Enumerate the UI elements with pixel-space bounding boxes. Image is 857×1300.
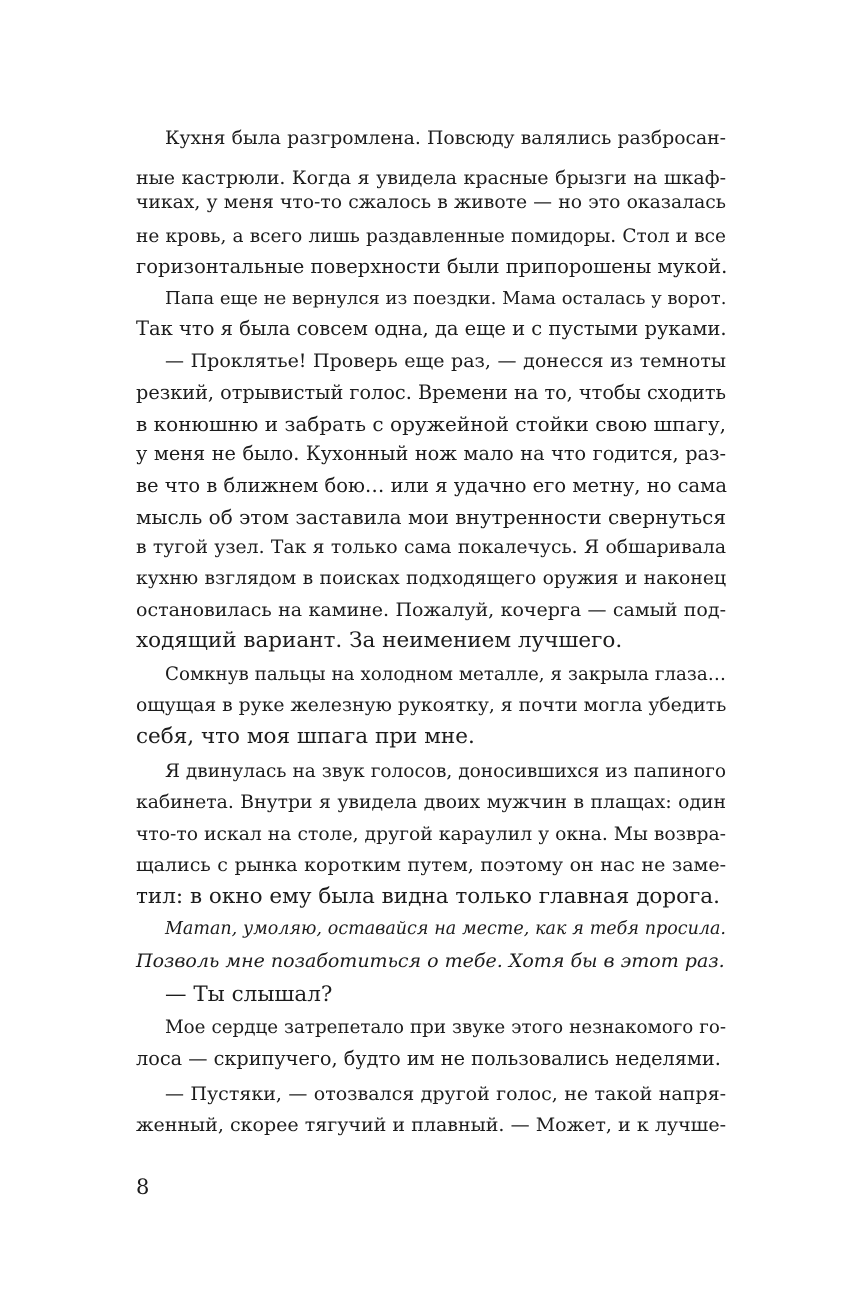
text-line: Мое сердце затрепетало при звуке этого незнакомого го- (165, 1017, 726, 1038)
text-line: Кухня была разгромлена. Повсюду валялись разброcан- (165, 128, 726, 149)
text-line: ходящий вариант. За неимением лучшего. (136, 628, 623, 653)
text-line: у меня не было. Кухонный нож мало на что годится, раз- (136, 442, 726, 465)
text-line: — Проклятье! Проверь еще раз, — донесся из темноты (165, 350, 726, 372)
text-line: себя, что моя шпага при мне. (136, 724, 475, 749)
text-line: Сомкнув пальцы на холодном металле, я закрыла глаза… (165, 664, 726, 685)
text-line: в тугой узел. Так я только сама покалечусь. Я обшаривала (136, 537, 726, 558)
text-line: кабинета. Внутри я увидела двоих мужчин в плащах: один (136, 792, 726, 813)
text-line: в конюшню и забрать с оружейной стойки свою шпагу, (136, 412, 726, 436)
text-line: ощущая в руке железную рукоятку, я почти могла убедить (136, 695, 727, 716)
text-line: не кровь, а всего лишь раздавленные помидоры. Стол и все (136, 226, 726, 247)
italic-text-line: Позволь мне позаботиться о тебе. Хотя бы в этот раз. (136, 950, 725, 972)
text-line: горизонтальные поверхности были припорошены мукой. (136, 255, 728, 278)
text-line: лоса — скрипучего, будто им не пользовались неделями. (136, 1047, 721, 1070)
text-line: ные кастрюли. Когда я увидела красные брызги на шкаф- (136, 167, 726, 189)
text-line: Папа еще не вернулся из поездки. Мама осталась у ворот. (165, 288, 727, 309)
text-line: — Пустяки, — отозвался другой голос, не такой напря- (165, 1083, 726, 1105)
text-line: женный, скорее тягучий и плавный. — Может, и к лучше- (136, 1114, 726, 1136)
text-line: резкий, отрывистый голос. Времени на то, чтобы сходить (136, 381, 726, 404)
italic-text-line: Матап, умоляю, оставайся на месте, как я тебя просила. (165, 919, 726, 939)
text-line: тил: в окно ему была видна только главная дорога. (136, 884, 720, 909)
text-line: — Ты слышал? (165, 982, 333, 1007)
text-line: ве что в ближнем бою… или я удачно его метну, но сама (136, 474, 727, 497)
page-number: 8 (136, 1175, 150, 1199)
text-line: щались с рынка коротким путем, поэтому он нас не заме- (136, 854, 726, 876)
text-line: чиках, у меня что-то сжалось в животе — но это оказалась (136, 192, 726, 213)
text-line: Я двинулась на звук голосов, доносившихся из папиного (165, 761, 726, 782)
text-line: кухню взглядом в поисках подходящего оружия и наконец (136, 568, 726, 589)
text-line: остановилась на камине. Пожалуй, кочерга — самый под- (136, 599, 726, 621)
text-line: что-то искал на столе, другой караулил у окна. Мы возвра- (136, 824, 726, 845)
text-line: мысль об этом заставила мои внутренности свернуться (136, 505, 726, 529)
text-line: Так что я была совсем одна, да еще и с пустыми руками. (136, 317, 727, 340)
